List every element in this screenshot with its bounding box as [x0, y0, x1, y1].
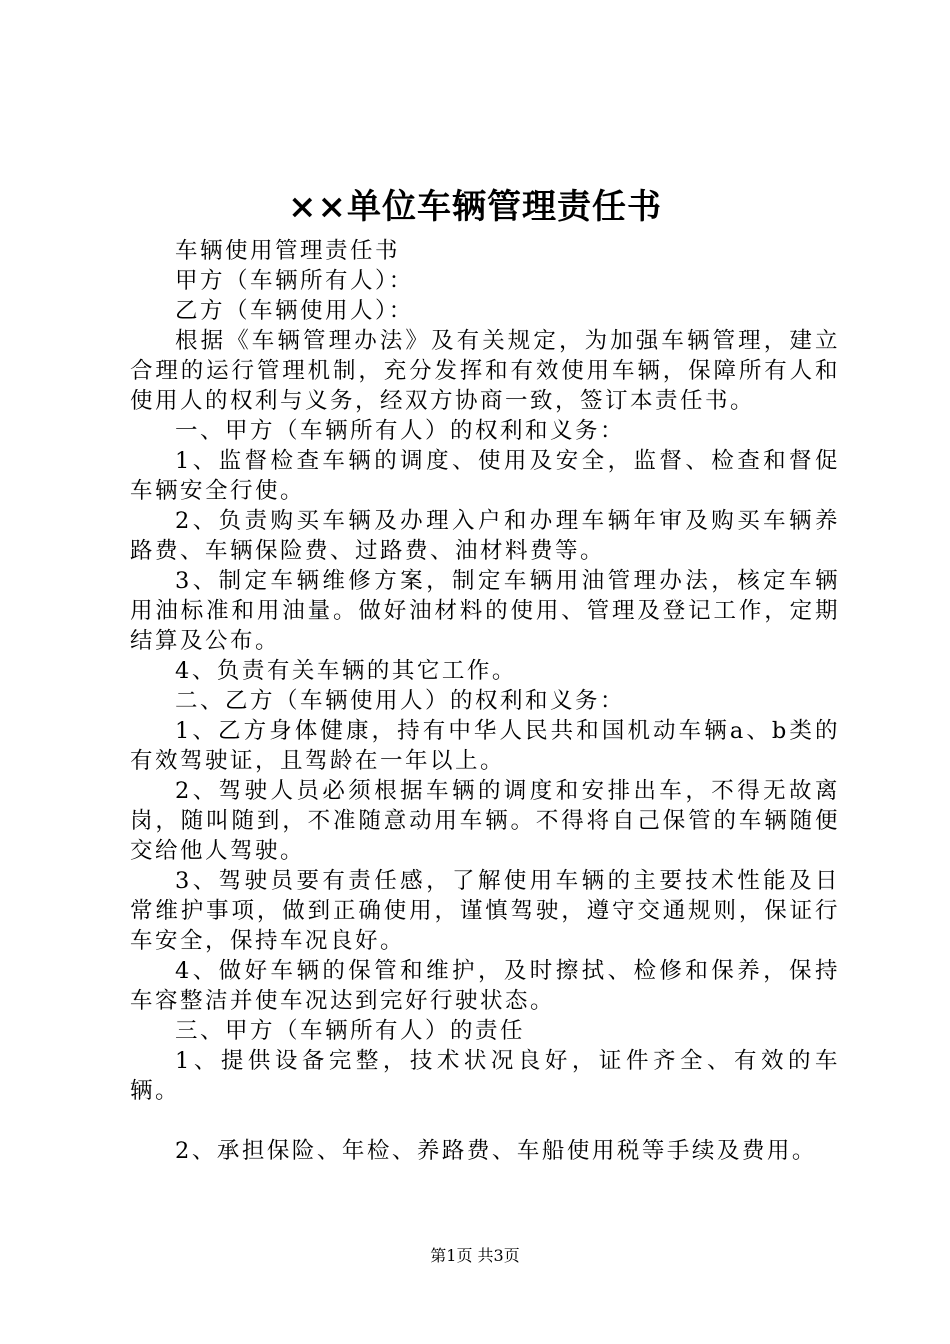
section-heading-3: 三、甲方（车辆所有人）的责任	[175, 1018, 526, 1044]
paragraph-item: 1、监督检查车辆的调度、使用及安全，监督、检查和督促车辆安全行使。	[130, 448, 840, 504]
paragraph-preamble: 根据《车辆管理办法》及有关规定，为加强车辆管理，建立合理的运行管理机制，充分发挥和有效使用车辆，保障所有人和使用人的权利与义务，经双方协商一致，签订本责任书。	[130, 328, 840, 414]
paragraph-item: 2、承担保险、年检、养路费、车船使用税等手续及费用。	[175, 1138, 817, 1164]
paragraph-party-b: 乙方（车辆使用人）：	[175, 298, 414, 324]
section-heading-1: 一、甲方（车辆所有人）的权利和义务：	[175, 418, 626, 444]
section-heading-2: 二、乙方（车辆使用人）的权利和义务：	[175, 688, 626, 714]
page-footer: 第1页 共3页	[430, 1246, 520, 1265]
paragraph-item: 3、驾驶员要有责任感，了解使用车辆的主要技术性能及日常维护事项，做到正确使用，谨慎驾驶，遵守交通规则，保证行车安全，保持车况良好。	[130, 868, 840, 954]
paragraph-item: 4、做好车辆的保管和维护，及时擦拭、检修和保养，保持车容整洁并使车况达到完好行驶状态。	[130, 958, 840, 1014]
paragraph-item: 3、制定车辆维修方案，制定车辆用油管理办法，核定车辆用油标准和用油量。做好油材料的使用、管理及登记工作，定期结算及公布。	[130, 568, 840, 654]
paragraph-item: 4、负责有关车辆的其它工作。	[175, 658, 517, 684]
paragraph-party-a: 甲方（车辆所有人）：	[175, 268, 414, 294]
paragraph-item: 2、负责购买车辆及办理入户和办理车辆年审及购买车辆养路费、车辆保险费、过路费、油材料费等。	[130, 508, 840, 564]
paragraph-item: 1、乙方身体健康，持有中华人民共和国机动车辆a、b类的有效驾驶证，且驾龄在一年以上。	[130, 718, 840, 774]
paragraph-item: 2、驾驶人员必须根据车辆的调度和安排出车，不得无故离岗，随叫随到，不准随意动用车辆。不得将自己保管的车辆随便交给他人驾驶。	[130, 778, 840, 864]
paragraph-item: 1、提供设备完整，技术状况良好，证件齐全、有效的车辆。	[130, 1048, 840, 1104]
document-body	[130, 236, 840, 1166]
document-title: ××单位车辆管理责任书	[288, 187, 662, 227]
paragraph-subtitle: 车辆使用管理责任书	[175, 238, 401, 264]
